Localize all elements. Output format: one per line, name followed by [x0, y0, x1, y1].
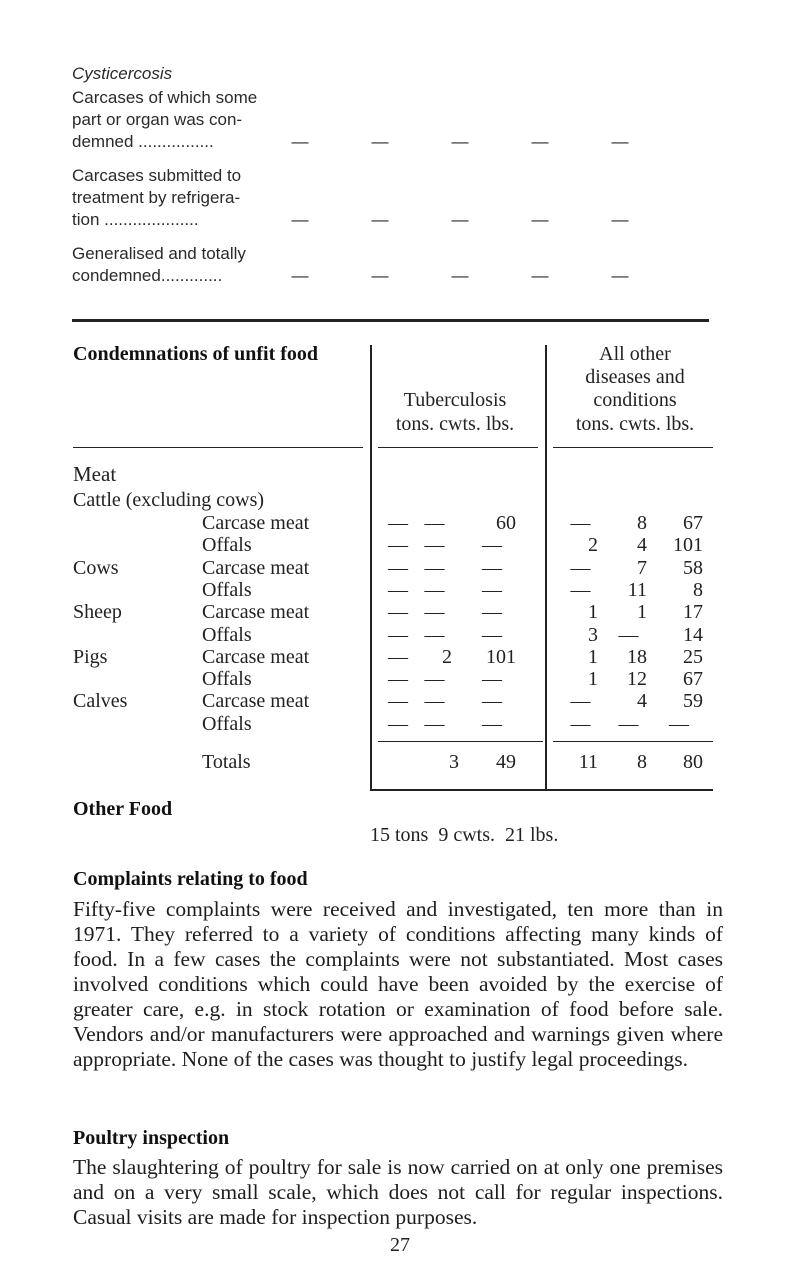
header-rule-right: [553, 447, 713, 448]
tb-value: —: [388, 512, 408, 534]
other-food-value: 15 tons 9 cwts. 21 lbs.: [370, 824, 559, 846]
poultry-title: Poultry inspection: [73, 1127, 230, 1149]
cysticercosis-value: —: [451, 210, 469, 229]
cysticercosis-row-label-line: tion ....................: [72, 210, 199, 229]
other-value: 1: [588, 601, 598, 623]
other-value: 4: [637, 690, 647, 712]
row-part: Carcase meat: [202, 512, 310, 534]
cysticercosis-value: —: [531, 210, 549, 229]
cysticercosis-value: —: [531, 266, 549, 285]
complaints-paragraph: Fifty-five complaints were received and investigated, ten more than in 1971. They referred to a variety of conditions affecting many kinds of food. In a few cases the complaints were not substantiated. Most cases involved conditions which could have been avoided by the exercise of greater care, e.g. in stock rotation or examination of food before sale. Vendors and/or manufacturers were approached and warnings given where appropriate. None of the cases was thought to justify legal proceedings.: [73, 897, 723, 1071]
tb-value: —: [424, 690, 445, 712]
tb-value: —: [482, 534, 502, 556]
other-value: —: [618, 624, 639, 646]
tb-value: —: [424, 601, 445, 623]
other-value: 25: [683, 646, 703, 668]
other-value: 1: [588, 668, 598, 690]
other-value: 14: [683, 624, 703, 646]
cysticercosis-value: —: [371, 210, 389, 229]
tb-value: 101: [486, 646, 516, 668]
cysticercosis-value: —: [451, 132, 469, 151]
cysticercosis-row-label-line: Carcases submitted to: [72, 166, 242, 185]
cysticercosis-value: —: [291, 210, 309, 229]
tb-value: —: [482, 624, 502, 646]
tb-value: —: [424, 624, 445, 646]
other-food-title: Other Food: [73, 798, 173, 820]
other-value: 8: [637, 512, 647, 534]
tb-value: —: [388, 713, 408, 735]
cysticercosis-value: —: [531, 132, 549, 151]
other-value: 67: [683, 512, 703, 534]
tb-value: —: [388, 624, 408, 646]
other-value: 8: [693, 579, 703, 601]
tb-header-units: tons. cwts. lbs.: [395, 413, 515, 435]
other-value: 2: [588, 534, 598, 556]
other-value: 4: [637, 534, 647, 556]
other-value: 7: [637, 557, 647, 579]
tb-value: 60: [496, 512, 516, 534]
cysticercosis-row-label-line: condemned.............: [72, 266, 223, 285]
tb-value: —: [388, 690, 408, 712]
other-value: 3: [588, 624, 598, 646]
tb-value: —: [388, 579, 408, 601]
header-rule-mid: [378, 447, 538, 448]
cysticercosis-value: —: [451, 266, 469, 285]
row-animal: Pigs: [73, 646, 108, 668]
tb-value: —: [482, 690, 502, 712]
totals-other-tons: 11: [578, 751, 598, 773]
tb-value: —: [482, 557, 502, 579]
other-value: 12: [627, 668, 647, 690]
other-header-units: tons. cwts. lbs.: [575, 413, 695, 435]
row-part: Carcase meat: [202, 601, 310, 623]
totals-rule-mid: [378, 741, 543, 742]
other-value: 17: [683, 601, 703, 623]
cysticercosis-row-label-line: treatment by refrigera-: [72, 188, 241, 207]
totals-tb-lbs: 49: [496, 751, 516, 773]
tb-value: —: [388, 534, 408, 556]
tb-value: 2: [442, 646, 452, 668]
tb-value: —: [424, 534, 445, 556]
other-value: —: [618, 713, 639, 735]
other-value: 58: [683, 557, 703, 579]
row-part: Offals: [202, 534, 252, 556]
table-vline-mid: [545, 345, 547, 790]
tb-value: —: [424, 512, 445, 534]
page-number: 27: [390, 1234, 410, 1256]
row-animal: Sheep: [73, 601, 122, 623]
totals-other-lbs: 80: [683, 751, 703, 773]
totals-label: Totals: [202, 751, 251, 773]
tb-header-line1: Tuberculosis: [403, 389, 507, 411]
cysticercosis-value: —: [371, 266, 389, 285]
cysticercosis-value: —: [611, 210, 629, 229]
table-vline-left: [370, 345, 372, 790]
meat-section-label: Meat: [73, 462, 117, 486]
row-part: Carcase meat: [202, 646, 310, 668]
cysticercosis-title: Cysticercosis: [72, 64, 173, 83]
other-value: 101: [673, 534, 703, 556]
tb-value: —: [482, 668, 502, 690]
cysticercosis-row-label-line: demned ................: [72, 132, 214, 151]
cysticercosis-value: —: [611, 266, 629, 285]
tb-value: —: [424, 668, 445, 690]
condemnations-title: Condemnations of unfit food: [73, 343, 319, 365]
cysticercosis-value: —: [371, 132, 389, 151]
poultry-paragraph: The slaughtering of poultry for sale is now carried on at only one premises and on a very small scale, which does not call for regular inspections. Casual visits are made for inspection purposes.: [73, 1155, 723, 1229]
tb-value: —: [388, 557, 408, 579]
cysticercosis-value: —: [291, 266, 309, 285]
other-value: —: [570, 579, 591, 601]
row-part: Offals: [202, 624, 252, 646]
other-value: —: [570, 713, 591, 735]
cysticercosis-row-label-line: Generalised and totally: [72, 244, 246, 263]
other-value: —: [570, 690, 591, 712]
tb-value: —: [424, 713, 445, 735]
row-animal: Calves: [73, 690, 128, 712]
totals-tb-cwts: 3: [449, 751, 459, 773]
tb-value: —: [424, 579, 445, 601]
tb-value: —: [388, 601, 408, 623]
tb-value: —: [388, 646, 408, 668]
other-value: —: [570, 512, 591, 534]
row-part: Offals: [202, 579, 252, 601]
tb-value: —: [482, 579, 502, 601]
other-value: —: [570, 557, 591, 579]
row-part: Carcase meat: [202, 557, 310, 579]
cattle-subsection-label: Cattle (excluding cows): [73, 489, 265, 511]
other-value: 18: [627, 646, 647, 668]
other-header-line3: conditions: [593, 389, 677, 411]
cysticercosis-row-label-line: part or organ was con-: [72, 110, 243, 129]
totals-rule-right: [553, 741, 713, 742]
totals-other-cwts: 8: [637, 751, 647, 773]
other-header-line2: diseases and: [585, 366, 685, 388]
complaints-title: Complaints relating to food: [73, 868, 308, 890]
totals-bottom-rule-mid: [370, 789, 545, 791]
tb-value: —: [482, 601, 502, 623]
other-value: 1: [637, 601, 647, 623]
cysticercosis-row-label-line: Carcases of which some: [72, 88, 258, 107]
row-part: Offals: [202, 713, 252, 735]
tb-value: —: [388, 668, 408, 690]
tb-value: —: [424, 557, 445, 579]
other-value: —: [669, 713, 689, 735]
cysticercosis-value: —: [291, 132, 309, 151]
other-value: 1: [588, 646, 598, 668]
header-rule-left: [73, 447, 363, 448]
tb-value: —: [482, 713, 502, 735]
totals-bottom-rule-right: [545, 789, 713, 791]
row-part: Offals: [202, 668, 252, 690]
other-header-line1: All other: [599, 343, 671, 365]
section-divider: [72, 319, 709, 322]
cysticercosis-value: —: [611, 132, 629, 151]
other-value: 67: [683, 668, 703, 690]
other-value: 59: [683, 690, 703, 712]
other-value: 11: [627, 579, 647, 601]
row-animal: Cows: [73, 557, 119, 579]
row-part: Carcase meat: [202, 690, 310, 712]
